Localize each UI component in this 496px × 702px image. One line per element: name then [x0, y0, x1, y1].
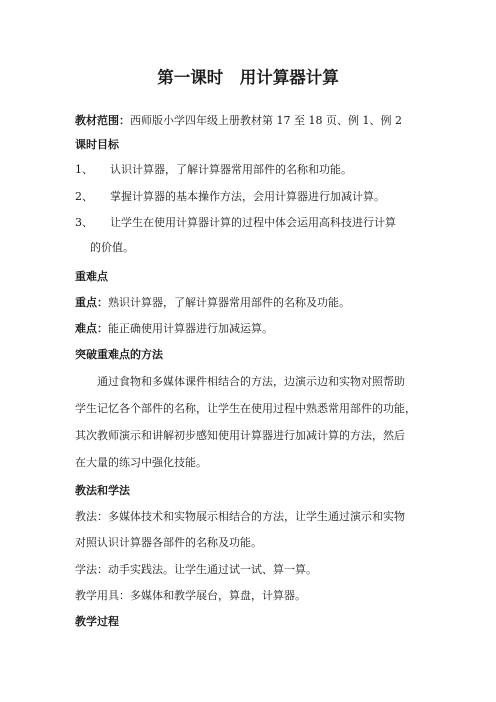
difficulty-line	[75, 322, 273, 336]
scope-text: 西师版小学四年级上册教材第 17 至 18 页、例 1、例 2	[130, 114, 402, 127]
teaching-method-line: 对照认识计算器各部件的名称及功能。	[75, 536, 262, 549]
focus-line	[75, 296, 350, 310]
difficulty-text: 能正确使用计算器进行加减运算。	[108, 322, 273, 335]
scope-label: 教材范围：	[75, 114, 130, 127]
goal-item-3	[75, 216, 396, 230]
goal-text: 让学生在使用计算器计算的过程中体会运用高科技进行计算	[110, 216, 396, 229]
goal-item-1	[75, 163, 352, 177]
breakthrough-paragraph-line: 学生记忆各个部件的名称，让学生在使用过程中熟悉常用部件的功能，	[75, 402, 416, 415]
goals-heading: 课时目标	[75, 138, 119, 151]
goal-number: 2、	[75, 190, 93, 203]
process-heading: 教学过程	[75, 615, 119, 628]
methods-heading: 教法和学法	[75, 484, 130, 497]
goal-number: 1、	[75, 163, 93, 176]
goal-item-2	[75, 190, 385, 204]
difficulty-label: 难点：	[75, 322, 108, 335]
page-title: 第一课时 用计算器计算	[157, 68, 339, 87]
teaching-tools-line: 教学用具：多媒体和教学展台，算盘，计算器。	[75, 589, 306, 602]
breakthrough-paragraph-line: 在大量的练习中强化技能。	[75, 456, 207, 469]
breakthrough-paragraph-line: 通过食物和多媒体课件相结合的方法，边演示边和实物对照帮助	[97, 375, 405, 388]
learning-method-line: 学法：动手实践法。让学生通过试一试、算一算。	[75, 563, 317, 576]
scope-line	[75, 114, 402, 128]
breakthrough-heading: 突破重难点的方法	[75, 348, 163, 361]
goal-number: 3、	[75, 216, 93, 229]
focus-label: 重点：	[75, 296, 108, 309]
focus-text: 熟识计算器，了解计算器常用部件的名称及功能。	[108, 296, 350, 309]
breakthrough-paragraph-line: 其次教师演示和讲解初步感知使用计算器进行加减计算的方法，然后	[75, 429, 405, 442]
goal-text: 掌握计算器的基本操作方法，会用计算器进行加减计算。	[110, 190, 385, 203]
key-points-heading: 重难点	[75, 270, 108, 283]
goal-text: 认识计算器，了解计算器常用部件的名称和功能。	[110, 163, 352, 176]
teaching-method-line: 教法：多媒体技术和实物展示相结合的方法，让学生通过演示和实物	[75, 510, 405, 523]
goal-item-3-continuation: 的价值。	[90, 241, 134, 254]
